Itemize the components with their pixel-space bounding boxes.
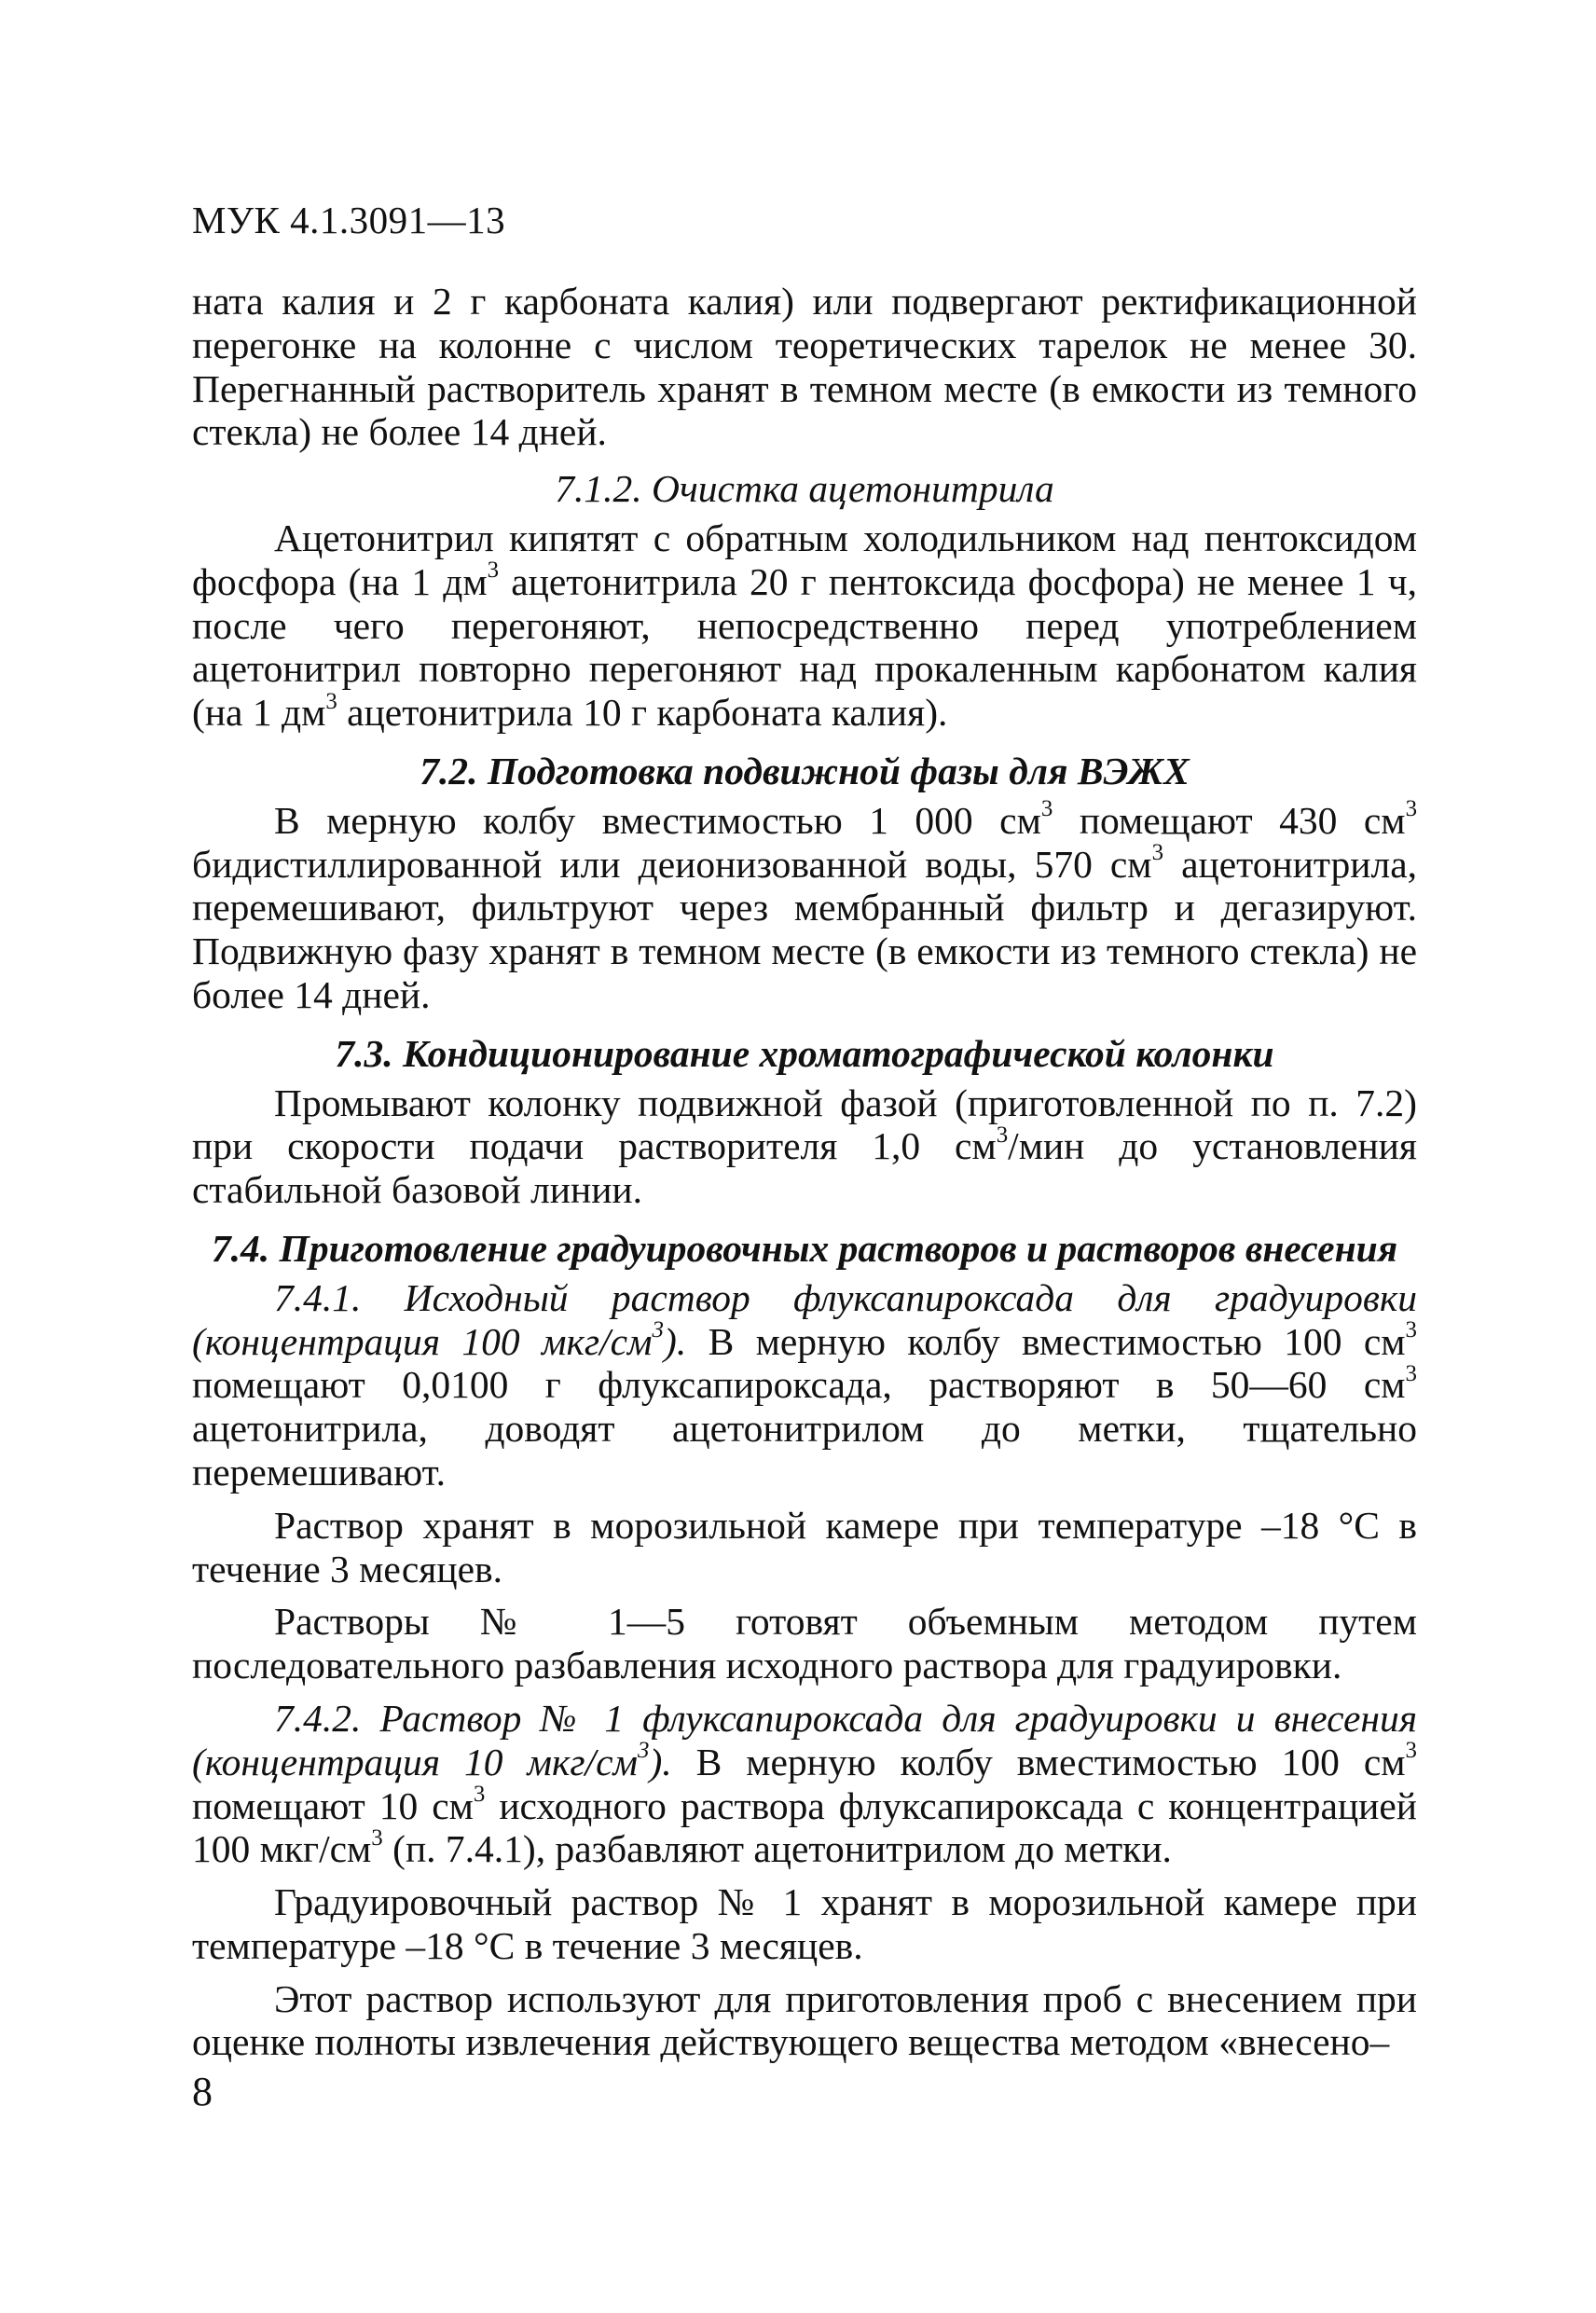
running-head: МУК 4.1.3091—13 — [192, 199, 506, 241]
page-body — [192, 280, 1417, 2064]
paragraph-mobile-phase: В мерную колбу вместимостью 1 000 $см^3$ помещают 430 $см^3$ бидистиллированной или деионизованной воды, 570 $см^3$ ацетонитрила, перемешивают, фильтруют через мембранный фильтр и дегазируют. Подвижную фазу хранят в темном месте (в емкости из темного стекла) не более 14 дней. — [192, 796, 1418, 1016]
paragraph-continuation: ната калия и 2 г карбоната калия) или подвергают ректификационной перегонке на колонне с числом теоретических тарелок не менее 30. Перегнанный растворитель хранят в темном месте (в емкости из темного стекла) не более 14 дней. — [192, 280, 1417, 454]
paragraph-solution-1-storage: Градуировочный раствор № 1 хранят в морозильной камере при температуре –18 °С в течение 3 месяцев. — [192, 1880, 1417, 1967]
paragraph-solution-use: Этот раствор используют для приготовления проб с внесением при оценке полноты извлечения действующего вещества методом «внесено– — [192, 1976, 1417, 2064]
paragraph-solutions-1-5: Растворы № 1—5 готовят объемным методом путем последовательного разбавления исходного раствора для градуировки. — [192, 1600, 1417, 1687]
section-heading-7-3: 7.3. Кондиционирование хроматографической колонки — [335, 1031, 1274, 1075]
paragraph-stock-solution: 7.4.1. Исходный раствор флуксапироксада для градуировки (концентрация 100 мкг/$см^3$). В мерную колбу вместимостью 100 $см^3$ помещают 0,0100 г флуксапироксада, растворяют в 50—60 $см^3$ ацетонитрила, доводят ацетонитрилом до метки, тщательно перемешивают. — [192, 1275, 1417, 1494]
section-heading-7-4: 7.4. Приготовление градуировочных растворов и растворов внесения — [211, 1226, 1398, 1270]
paragraph-acetonitrile-purification: Ацетонитрил кипятят с обратным холодильником над пентоксидом фосфора (на 1 $дм^3$ ацетонитрила 20 г пентоксида фосфора) не менее 1 ч, после чего перегоняют, непосредственно перед употреблением ацетонитрил повторно перегоняют над прокаленным карбонатом калия (на 1 $дм^3$ ацетонитрила 10 г карбоната калия). — [192, 516, 1417, 735]
section-heading-7-2: 7.2. Подготовка подвижной фазы для ВЭЖХ — [420, 749, 1190, 792]
subsection-heading-7-1-2: 7.1.2. Очистка ацетонитрила — [555, 467, 1054, 511]
paragraph-solution-1: 7.4.2. Раствор № 1 флуксапироксада для градуировки и внесения (концентрация 10 мкг/$см^3$). В мерную колбу вместимостью 100 $см^3$ помещают 10 $см^3$ исходного раствора флуксапироксада с концентрацией 100 мкг/$см^3$ (п. 7.4.1), разбавляют ацетонитрилом до метки. — [192, 1696, 1417, 1871]
paragraph-storage: Раствор хранят в морозильной камере при температуре –18 °С в течение 3 месяцев. — [192, 1503, 1417, 1590]
page-number: 8 — [192, 2069, 213, 2114]
paragraph-column-conditioning: Промывают колонку подвижной фазой (приготовленной по п. 7.2) при скорости подачи растворителя 1,0 $см^3$/мин до установления стабильной базовой линии. — [192, 1081, 1417, 1212]
